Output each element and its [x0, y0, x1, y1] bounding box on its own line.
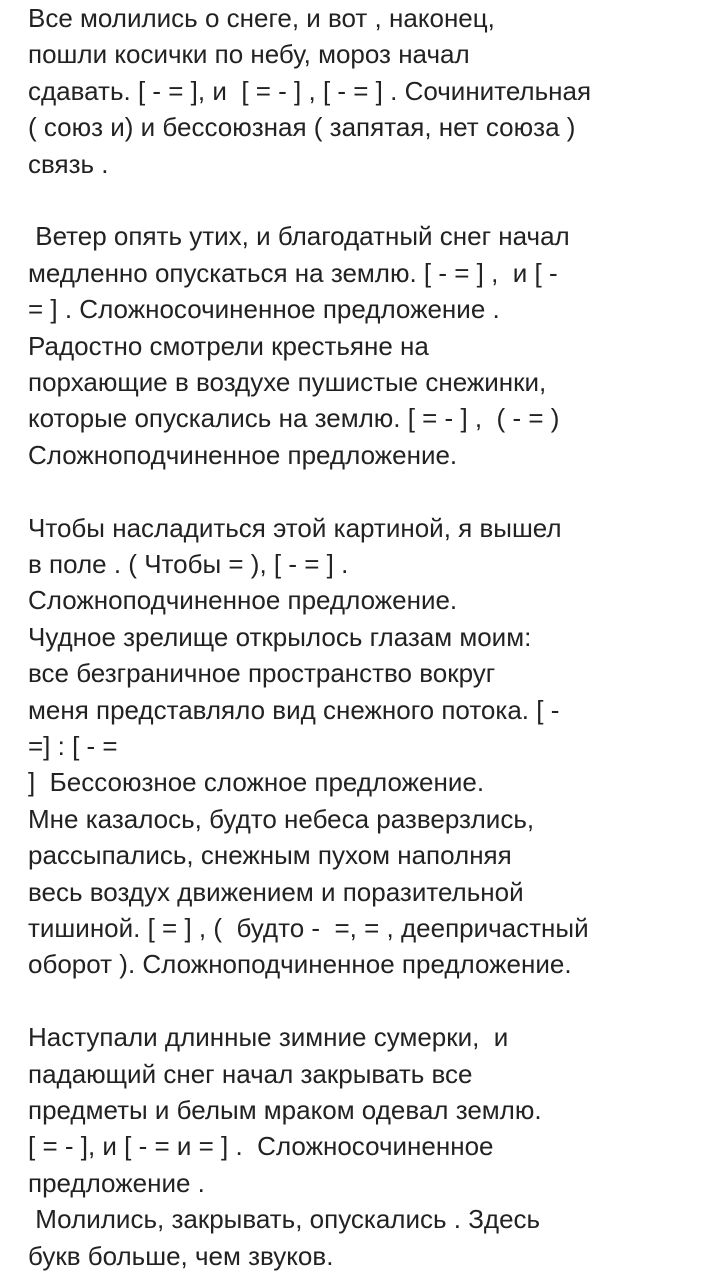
text-line: весь воздух движением и поразительной [28, 876, 524, 907]
text-line: которые опускались на землю. [ = - ] , ( - = ) [28, 403, 560, 434]
text-line: Чтобы насладиться этой картиной, я вышел [28, 512, 562, 543]
text-line: пошли косички по небу, мороз начал [28, 39, 470, 70]
text-line: связь . [28, 148, 109, 179]
text-line: сдавать. [ - = ], и [ = - ] , [ - = ] . Сочинительная [28, 75, 592, 106]
text-line: предметы и белым мраком одевал землю. [28, 1095, 542, 1125]
text-line: Все молились о снеге, и вот , наконец, [28, 3, 495, 33]
text-line: ( союз и) и бессоюзная ( запятая, нет союза ) [28, 112, 576, 143]
text-line: Молились, закрывать, опускались . Здесь [28, 1204, 541, 1235]
text-line: все безграничное пространство вокруг [28, 658, 496, 689]
text-line: тишиной. [ = ] , ( будто - =, = , деепричастный [28, 913, 589, 943]
text-line: Сложноподчиненное предложение. [28, 439, 458, 470]
text-line: Ветер опять утих, и благодатный снег начал [28, 221, 570, 252]
text-line: порхающие в воздухе пушистые снежинки, [28, 367, 547, 397]
text-line: предложение . [28, 1167, 205, 1198]
text-line: Чудное зрелище открылось глазам моим: [28, 621, 532, 652]
text-line: рассыпались, снежным пухом наполняя [28, 840, 512, 871]
text-line: букв больше, чем звуков. [28, 1240, 334, 1271]
text-line: ] Бессоюзное сложное предложение. [28, 767, 485, 798]
text-line: меня представляло вид снежного потока. [ - [28, 694, 560, 725]
text-line: Наступали длинные зимние сумерки, и [28, 1022, 509, 1053]
text-line: [ = - ], и [ - = и = ] . Сложносочиненное [28, 1131, 494, 1162]
text-line: = ] . Сложносочиненное предложение . [28, 294, 500, 325]
text-line: падающий снег начал закрывать все [28, 1058, 473, 1089]
text-line: Сложноподчиненное предложение. [28, 585, 458, 616]
text-line: Мне казалось, будто небеса разверзлись, [28, 803, 535, 834]
text-line: оборот ). Сложноподчиненное предложение. [28, 949, 572, 980]
text-line: в поле . ( Чтобы = ), [ - = ] . [28, 549, 349, 579]
text-line: медленно опускаться на землю. [ - = ] , и [ - [28, 257, 558, 288]
text-line: Радостно смотрели крестьяне на [28, 330, 429, 361]
text-line: =] : [ - = [28, 731, 118, 761]
